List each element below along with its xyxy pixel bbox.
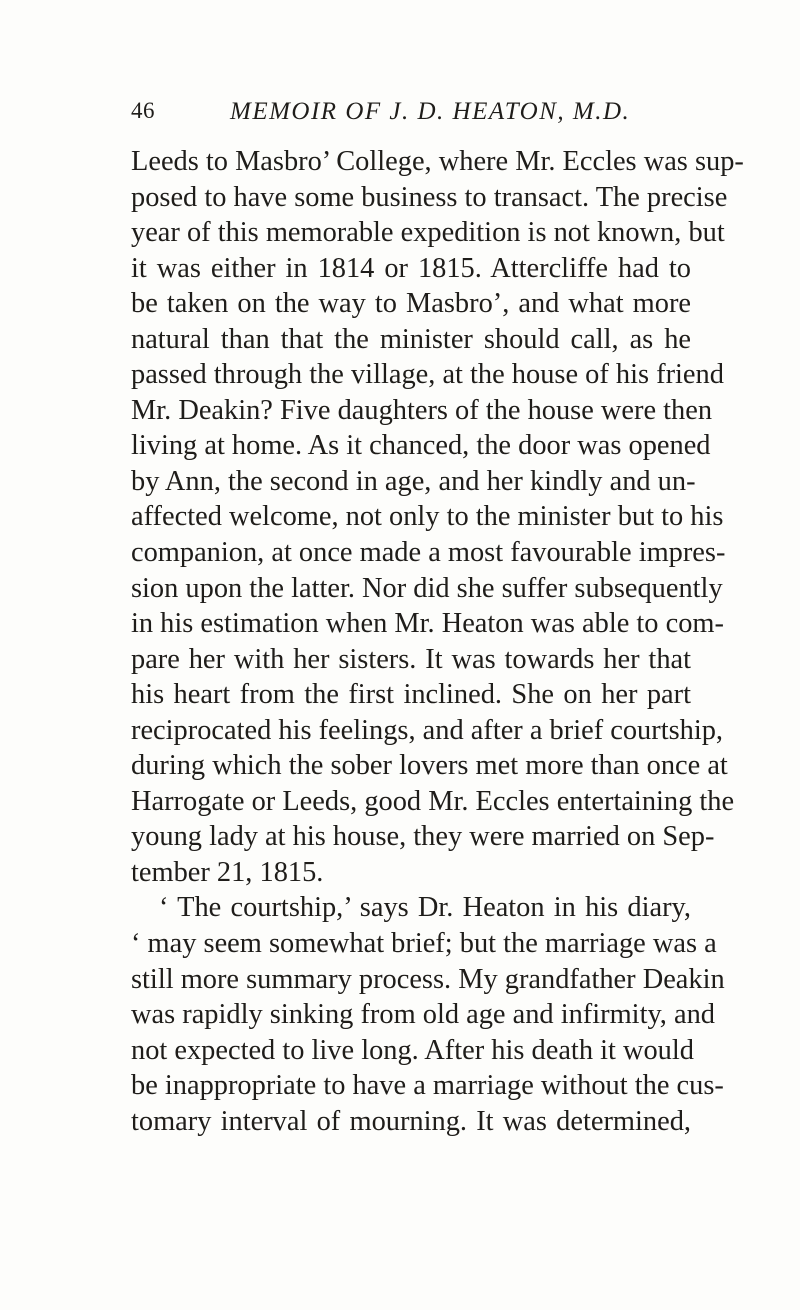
body-text (131, 144, 744, 1139)
text-line: sion upon the latter. Nor did she suffer subsequently (131, 572, 723, 604)
text-line: year of this memorable expedition is not known, but (131, 217, 725, 249)
text-line: during which the sober lovers met more than once at (131, 750, 728, 782)
text-line: natural than that the minister should call, as he (131, 323, 691, 355)
text-line-paragraph-end: tember 21, 1815. (131, 856, 324, 888)
text-line: by Ann, the second in age, and her kindly and un- (131, 465, 696, 497)
running-head: MEMOIR OF J. D. HEATON, M.D. (230, 98, 631, 125)
text-line: posed to have some business to transact. The precise (131, 181, 728, 213)
text-line: pare her with her sisters. It was towards her that (131, 643, 691, 675)
text-line: it was either in 1814 or 1815. Attercliffe had to (131, 252, 691, 284)
text-line: ‘ may seem somewhat brief; but the marriage was a (131, 928, 717, 960)
text-line: companion, at once made a most favourable impres- (131, 537, 726, 569)
text-line: be inappropriate to have a marriage without the cus- (131, 1070, 724, 1102)
text-line: young lady at his house, they were married on Sep- (131, 821, 715, 853)
text-line-paragraph-start: ‘ The courtship,’ says Dr. Heaton in his diary, (159, 892, 691, 924)
text-line: tomary interval of mourning. It was determined, (131, 1105, 691, 1137)
text-line: was rapidly sinking from old age and infirmity, and (131, 999, 715, 1031)
text-line: living at home. As it chanced, the door was opened (131, 430, 711, 462)
text-line: still more summary process. My grandfather Deakin (131, 963, 725, 995)
text-line: in his estimation when Mr. Heaton was able to com- (131, 608, 724, 640)
text-line: his heart from the first inclined. She on her part (131, 679, 691, 711)
text-line: reciprocated his feelings, and after a brief courtship, (131, 714, 724, 746)
text-line: passed through the village, at the house of his friend (131, 359, 724, 391)
text-line: Harrogate or Leeds, good Mr. Eccles entertaining the (131, 785, 735, 817)
text-line: affected welcome, not only to the minister but to his (131, 501, 724, 533)
text-line: Leeds to Masbro’ College, where Mr. Eccles was sup- (131, 146, 744, 177)
text-line: not expected to live long. After his death it would (131, 1034, 694, 1066)
page-header (131, 98, 691, 134)
text-line: Mr. Deakin? Five daughters of the house were then (131, 394, 713, 426)
text-line: be taken on the way to Masbro’, and what more (131, 288, 691, 320)
page-number: 46 (131, 98, 155, 123)
